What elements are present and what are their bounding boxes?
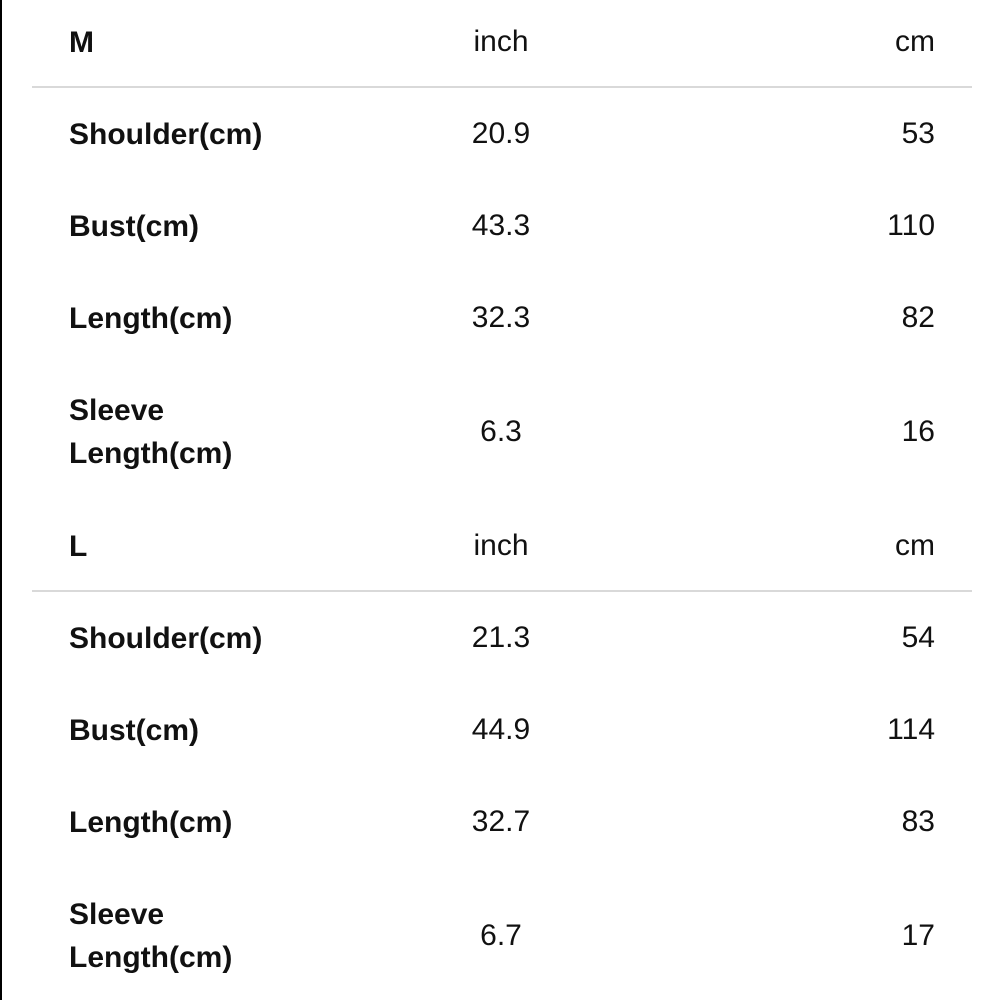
cm-value: 54 bbox=[901, 621, 935, 654]
table-row bbox=[32, 592, 972, 684]
size-table-m bbox=[32, 0, 972, 500]
measurement-label: Sleeve Length(cm) bbox=[69, 898, 233, 974]
cm-value: 16 bbox=[901, 415, 935, 448]
inch-column-header: inch bbox=[473, 25, 529, 58]
size-label: L bbox=[69, 529, 88, 563]
table-header bbox=[32, 0, 972, 88]
table-row bbox=[32, 684, 972, 776]
inch-value: 20.9 bbox=[471, 117, 531, 150]
measurement-label: Sleeve Length(cm) bbox=[69, 394, 233, 470]
table-header bbox=[32, 504, 972, 592]
table-row bbox=[32, 88, 972, 180]
measurement-label: Bust(cm) bbox=[69, 713, 200, 747]
table-row bbox=[32, 776, 972, 868]
measurement-label: Shoulder(cm) bbox=[69, 117, 263, 151]
inch-value: 32.3 bbox=[471, 301, 531, 334]
cm-value: 53 bbox=[901, 117, 935, 150]
cm-column-header: cm bbox=[895, 529, 935, 562]
cm-column-header: cm bbox=[895, 25, 935, 58]
measurement-label: Bust(cm) bbox=[69, 209, 200, 243]
inch-value: 6.7 bbox=[480, 919, 522, 952]
cm-value: 83 bbox=[901, 805, 935, 838]
inch-value: 44.9 bbox=[471, 713, 531, 746]
table-row bbox=[32, 180, 972, 272]
size-table-l bbox=[32, 504, 972, 1000]
size-label: M bbox=[69, 25, 94, 59]
cm-value: 82 bbox=[901, 301, 935, 334]
inch-value: 32.7 bbox=[471, 805, 531, 838]
inch-value: 21.3 bbox=[471, 621, 531, 654]
cm-value: 110 bbox=[887, 209, 935, 242]
measurement-label: Length(cm) bbox=[69, 301, 233, 335]
inch-column-header: inch bbox=[473, 529, 529, 562]
measurement-label: Shoulder(cm) bbox=[69, 621, 263, 655]
cm-value: 17 bbox=[901, 919, 935, 952]
inch-value: 6.3 bbox=[480, 415, 522, 448]
table-row bbox=[32, 272, 972, 364]
inch-value: 43.3 bbox=[471, 209, 531, 242]
cm-value: 114 bbox=[887, 713, 935, 746]
table-row bbox=[32, 364, 972, 500]
table-row bbox=[32, 868, 972, 1000]
measurement-label: Length(cm) bbox=[69, 805, 233, 839]
